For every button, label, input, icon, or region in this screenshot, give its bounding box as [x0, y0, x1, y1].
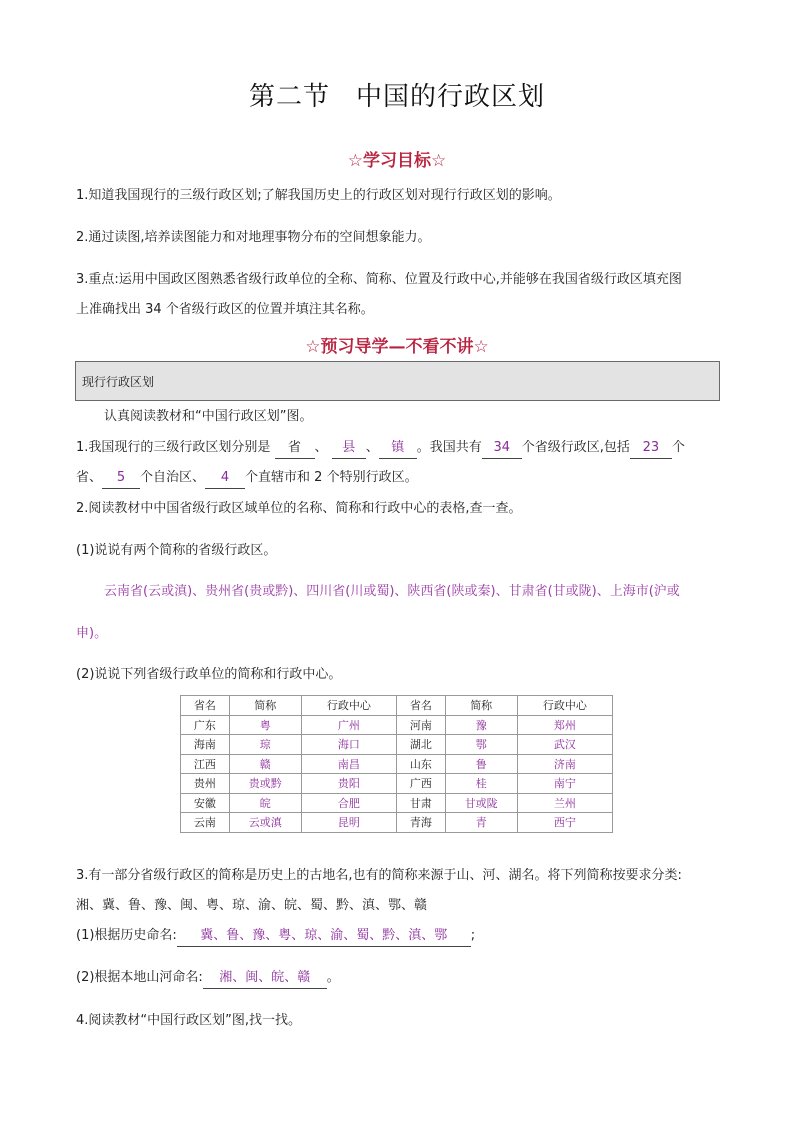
table-cell: 昆明: [301, 813, 396, 833]
table-cell: 贵或黔: [229, 774, 301, 794]
table-row: [181, 754, 613, 774]
table-header-cell: 简称: [229, 696, 301, 716]
question-3: 3.有一部分省级行政区的简称是历史上的古地名,也有的简称来源于山、河、湖名。将下列简称按要求分类:: [76, 868, 682, 883]
table-cell: 南宁: [517, 774, 612, 794]
table-cell: 青海: [396, 813, 445, 833]
question-2-sub2: (2)说说下列省级行政单位的简称和行政中心。: [76, 667, 342, 682]
answer-blank: 5: [102, 468, 140, 489]
question-2-sub1-answer-line1: 云南省(云或滇)、贵州省(贵或黔)、四川省(川或蜀)、陕西省(陕或秦)、甘肃省(甘或陇)、上海市(沪或: [104, 584, 680, 599]
table-cell: 合肥: [301, 793, 396, 813]
answer-blank: 23: [630, 438, 672, 459]
table-cell: 海口: [301, 735, 396, 755]
table-header-cell: 省名: [396, 696, 445, 716]
table-cell: 海南: [181, 735, 230, 755]
table-row: [181, 715, 613, 735]
table-row: [181, 793, 613, 813]
table-cell: 广东: [181, 715, 230, 735]
question-3-list: 湘、冀、鲁、豫、闽、粤、琼、渝、皖、蜀、黔、滇、鄂、赣: [76, 898, 428, 913]
goal-item-3-line1: 3.重点:运用中国政区图熟悉省级行政单位的全称、简称、位置及行政中心,并能够在我国省级行政区填充图: [76, 272, 682, 287]
table-cell: 安徽: [181, 793, 230, 813]
province-table: [180, 695, 613, 833]
table-cell: 武汉: [517, 735, 612, 755]
table-cell: 湖北: [396, 735, 445, 755]
goal-item-2: 2.通过读图,培养读图能力和对地理事物分布的空间想象能力。: [76, 230, 431, 245]
table-cell: 甘肃: [396, 793, 445, 813]
table-header-cell: 行政中心: [517, 696, 612, 716]
table-header-cell: 简称: [445, 696, 517, 716]
answer-blank: 省: [275, 438, 315, 459]
answer-blank: 冀、鲁、豫、粤、琼、渝、蜀、黔、滇、鄂: [177, 926, 471, 947]
table-cell: 南昌: [301, 754, 396, 774]
question-2: 2.阅读教材中中国省级行政区域单位的名称、简称和行政中心的表格,查一查。: [76, 501, 522, 516]
table-header-cell: 省名: [181, 696, 230, 716]
box-label: 现行行政区划: [82, 375, 155, 389]
answer-blank: 34: [482, 438, 522, 459]
section-box: [75, 361, 720, 401]
table-cell: 广州: [301, 715, 396, 735]
answer-blank: 县: [332, 438, 366, 459]
question-4: 4.阅读教材“中国行政区划”图,找一找。: [76, 1013, 302, 1028]
table-cell: 山东: [396, 754, 445, 774]
table-cell: 济南: [517, 754, 612, 774]
table-cell: 琼: [229, 735, 301, 755]
table-cell: 贵阳: [301, 774, 396, 794]
table-row: [181, 813, 613, 833]
question-1-line1: 1.我国现行的三级行政区划分别是 省 、 县 、 镇 。我国共有 34 个省级行政区,包括 23 个: [76, 438, 726, 459]
table-cell: 赣: [229, 754, 301, 774]
table-cell: 西宁: [517, 813, 612, 833]
table-cell: 云或滇: [229, 813, 301, 833]
table-header-cell: 行政中心: [301, 696, 396, 716]
question-3-sub2: (2)根据本地山河命名: 湘、闽、皖、赣 。: [76, 968, 726, 989]
question-2-sub1: (1)说说有两个简称的省级行政区。: [76, 543, 277, 558]
table-cell: 广西: [396, 774, 445, 794]
answer-blank: 4: [205, 468, 245, 489]
goal-item-1: 1.知道我国现行的三级行政区划;了解我国历史上的行政区划对现行行政区划的影响。: [76, 188, 561, 203]
table-cell: 桂: [445, 774, 517, 794]
goals-header: ☆学习目标☆: [347, 151, 447, 171]
table-row: [181, 774, 613, 794]
table-row: [181, 735, 613, 755]
table-cell: 皖: [229, 793, 301, 813]
goal-item-3-line2: 上准确找出 34 个省级行政区的位置并填注其名称。: [76, 302, 374, 317]
table-cell: 河南: [396, 715, 445, 735]
table-cell: 粤: [229, 715, 301, 735]
answer-blank: 镇: [379, 438, 417, 459]
preview-header: ☆预习导学—不看不讲☆: [305, 337, 489, 357]
table-cell: 青: [445, 813, 517, 833]
table-cell: 鄂: [445, 735, 517, 755]
table-cell: 郑州: [517, 715, 612, 735]
question-1-line2: 省、 5 个自治区、 4 个直辖市和 2 个特别行政区。: [76, 468, 726, 489]
question-3-sub1: (1)根据历史命名: 冀、鲁、豫、粤、琼、渝、蜀、黔、滇、鄂 ;: [76, 926, 726, 947]
page-title: 第二节 中国的行政区划: [248, 82, 546, 112]
table-cell: 江西: [181, 754, 230, 774]
answer-blank: 湘、闽、皖、赣: [203, 968, 327, 989]
table-cell: 鲁: [445, 754, 517, 774]
intro-text: 认真阅读教材和“中国行政区划”图。: [104, 409, 313, 424]
table-cell: 兰州: [517, 793, 612, 813]
table-cell: 甘或陇: [445, 793, 517, 813]
table-cell: 云南: [181, 813, 230, 833]
table-header-row: [181, 696, 613, 716]
question-2-sub1-answer-line2: 申)。: [76, 626, 108, 641]
table-cell: 豫: [445, 715, 517, 735]
table-cell: 贵州: [181, 774, 230, 794]
